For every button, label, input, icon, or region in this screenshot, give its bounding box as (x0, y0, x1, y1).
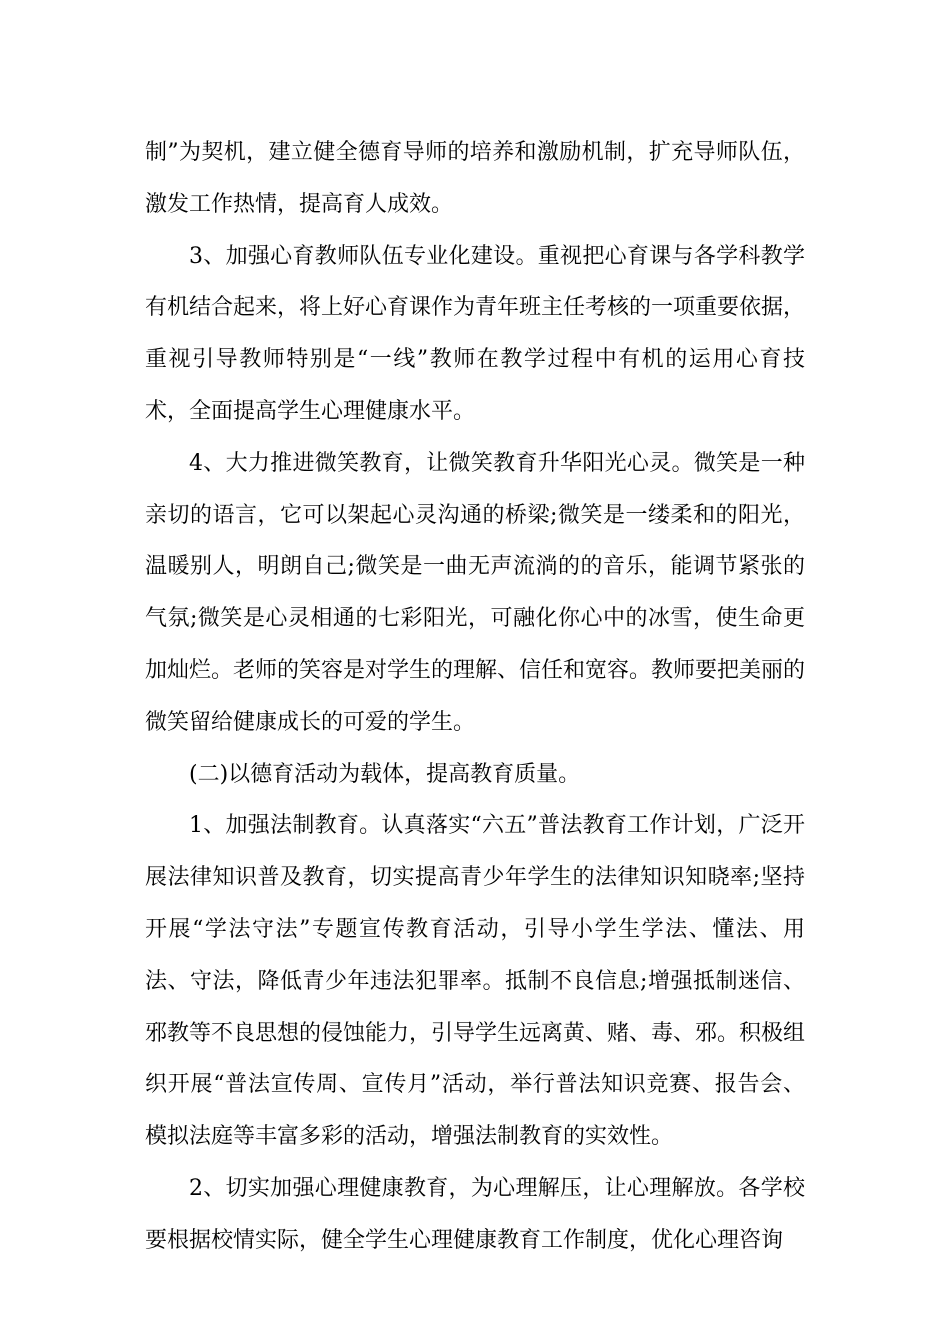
section-heading-2: (二)以德育活动为载体，提高教育质量。 (189, 761, 581, 787)
document-body (145, 127, 805, 1267)
paragraph-item-1: 1、加强法制教育。认真落实“六五”普法教育工作计划，广泛开展法律知识普及教育，切实提高青少年学生的法律知识知晓率;坚持开展“学法守法”专题宣传教育活动，引导小学生学法、懂法、用法、守法，降低青少年违法犯罪率。抵制不良信息;增强抵制迷信、邪教等不良思想的侵蚀能力，引导学生远离黄、赌、毒、邪。积极组织开展“普法宣传周、宣传月”活动，举行普法知识竞赛、报告会、模拟法庭等丰富多彩的活动，增强法制教育的实效性。 (145, 813, 806, 1150)
paragraph-item-2: 2、切实加强心理健康教育，为心理解压，让心理解放。各学校要根据校情实际，健全学生心理健康教育工作制度，优化心理咨询 (145, 1175, 805, 1253)
paragraph-continuation: 制”为契机，建立健全德育导师的培养和激励机制，扩充导师队伍，激发工作热情，提高育人成效。 (145, 140, 805, 217)
paragraph-item-4: 4、大力推进微笑教育，让微笑教育升华阳光心灵。微笑是一种亲切的语言，它可以架起心灵沟通的桥梁;微笑是一缕柔和的阳光，温暖别人，明朗自己;微笑是一曲无声流淌的的音乐，能调节紧张的气氛;微笑是心灵相通的七彩阳光，可融化你心中的冰雪，使生命更加灿烂。老师的笑容是对学生的理解、信任和宽容。教师要把美丽的微笑留给健康成长的可爱的学生。 (145, 450, 806, 735)
paragraph-item-3: 3、加强心育教师队伍专业化建设。重视把心育课与各学科教学有机结合起来，将上好心育课作为青年班主任考核的一项重要依据，重视引导教师特别是“一线”教师在教学过程中有机的运用心育技术，全面提高学生心理健康水平。 (145, 243, 806, 424)
